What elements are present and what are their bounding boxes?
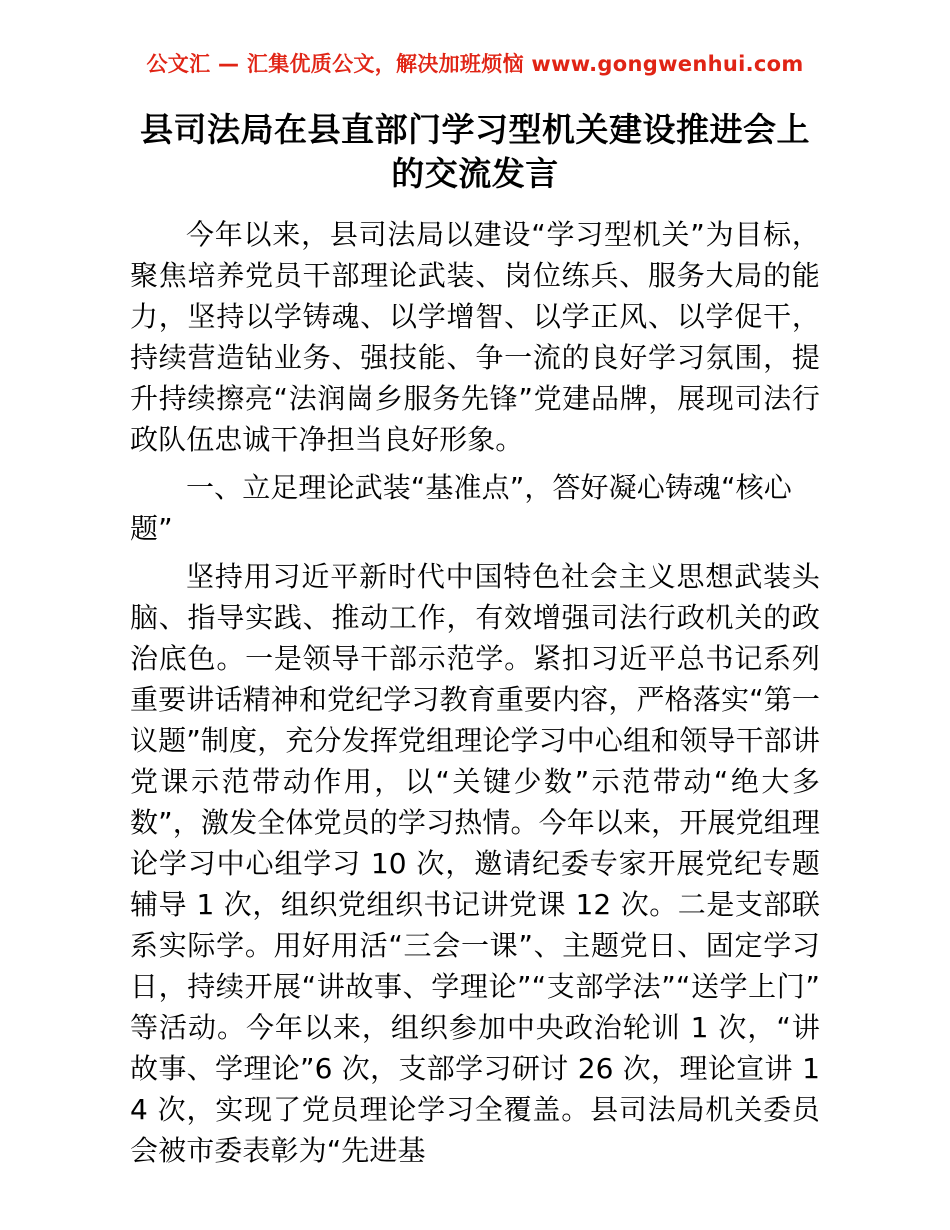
- paragraph-section-1-body: 坚持用习近平新时代中国特色社会主义思想武装头脑、指导实践、推动工作，有效增强司法行政机关的政治底色。一是领导干部示范学。紧扣习近平总书记系列重要讲话精神和党纪学习教育重要内容，严格落实“第一议题”制度，充分发挥党组理论学习中心组和领导干部讲党课示范带动作用，以“关键少数”示范带动“绝大多数”，激发全体党员的学习热情。今年以来，开展党组理论学习中心组学习 10 次，邀请纪委专家开展党纪专题辅导 1 次，组织党组织书记讲党课 12 次。二是支部联系实际学。用好用活“三会一课”、主题党日、固定学习日，持续开展“讲故事、学理论”“支部学法”“送学上门”等活动。今年以来，组织参加中央政治轮训 1 次，“讲故事、学理论”6 次，支部学习研讨 26 次，理论宣讲 14 次，实现了党员理论学习全覆盖。县司法局机关委员会被市委表彰为“先进基: [130, 560, 820, 1167]
- section-heading-1: 一、立足理论武装“基准点”，答好凝心铸魂“核心题”: [130, 471, 792, 545]
- paragraph-intro: 今年以来，县司法局以建设“学习型机关”为目标，聚焦培养党员干部理论武装、岗位练兵、服务大局的能力，坚持以学铸魂、以学增智、以学正风、以学促干，持续营造钻业务、强技能、争一流的良好学习氛围，提升持续擦亮“法润崗乡服务先锋”党建品牌，展现司法行政队伍忠诚干净担当良好形象。: [130, 218, 820, 456]
- site-watermark-banner: 公文汇 — 汇集优质公文，解决加班烦恼 www.gongwenhui.com: [146, 52, 804, 76]
- document-body: [130, 108, 820, 1171]
- document-title: 县司法局在县直部门学习型机关建设推进会上的交流发言: [140, 110, 810, 193]
